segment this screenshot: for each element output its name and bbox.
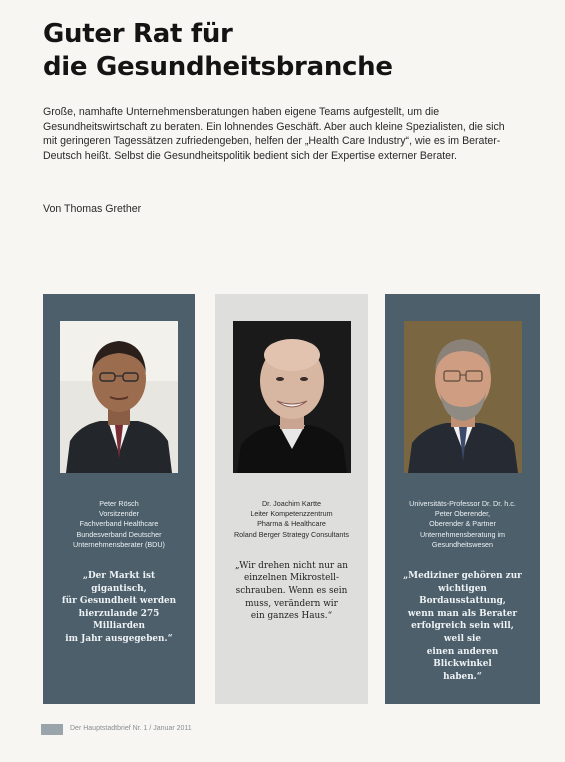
expert-quote-1 <box>59 570 179 646</box>
quote-line: muss, verändern wir <box>245 598 338 609</box>
page-footer: Der Hauptstadtbrief Nr. 1 / Januar 2011 <box>70 725 192 732</box>
title-line-2: die Gesundheitsbranche <box>43 52 393 82</box>
quote-line: ein ganzes Haus.“ <box>250 611 333 622</box>
expert-photo-3 <box>404 321 522 473</box>
quote-line: „Der Markt ist gigantisch, <box>82 571 156 594</box>
expert-panel-2 <box>215 294 368 704</box>
quote-line: wenn man als Berater <box>407 608 518 619</box>
quote-line: für Gesundheit werden <box>61 596 177 607</box>
expert-role-3 <box>401 499 524 550</box>
expert-quote-3 <box>401 570 524 683</box>
role-line: Peter Oberender, <box>434 509 491 519</box>
expert-panel-1 <box>43 294 195 704</box>
quote-line: schrauben. Wenn es sein <box>235 586 348 596</box>
quote-line: haben.“ <box>443 671 482 682</box>
quote-line: erfolgreich sein will, weil sie <box>411 621 514 644</box>
role-line: Fachverband Healthcare <box>79 519 159 529</box>
role-line: Unternehmensberatung im <box>419 529 506 539</box>
role-line: Bundesverband Deutscher <box>76 529 162 539</box>
expert-photo-2 <box>233 321 351 473</box>
role-line: Roland Berger Strategy Consultants <box>233 529 350 539</box>
role-line: Unternehmensberater (BDU) <box>73 539 165 549</box>
quote-line: im Jahr ausgegeben.“ <box>65 633 173 644</box>
quote-line: wichtigen Bordausstattung, <box>419 583 506 607</box>
role-line: Universitäts-Professor Dr. Dr. h.c. <box>409 499 516 508</box>
quote-line: „Mediziner gehören zur <box>403 571 522 582</box>
role-line: Vorsitzender <box>99 509 139 519</box>
role-line: Gesundheitswesen <box>431 539 494 549</box>
expert-role-2 <box>231 499 352 540</box>
portrait-image <box>404 321 522 473</box>
expert-panel-3 <box>385 294 540 704</box>
expert-quote-2 <box>231 560 352 623</box>
article-intro: Große, namhafte Unternehmensberatungen haben eigene Teams aufgestellt, um die Gesundheitswirtschaft zu beraten. Ein lohnendes Geschäft. Aber auch kleine Spezialisten, die sich mit geringeren Tagessätzen zufriedengeben, helfen der „Health Care Industry“, wie es im Berater-Deutsch heißt. Selbst die Gesundheitspolitik bedient sich der Expertise externer Berater. <box>43 106 505 162</box>
page-number-box <box>41 724 63 735</box>
portrait-image <box>60 321 178 473</box>
quote-line: hierzulande 275 Milliarden <box>78 608 160 632</box>
quote-line: „Wir drehen nicht nur an <box>235 560 348 571</box>
expert-role-1 <box>59 499 179 550</box>
role-line: Leiter Kompetenzzentrum <box>250 509 333 519</box>
title-line-1: Guter Rat für <box>43 19 233 49</box>
quote-line: einen anderen Blickwinkel <box>426 646 499 670</box>
role-line: Dr. Joachim Kartte <box>261 499 322 508</box>
article-title <box>43 18 523 84</box>
role-line: Pharma & Healthcare <box>257 519 326 529</box>
portrait-image <box>233 321 351 473</box>
role-line: Oberender & Partner <box>429 519 496 529</box>
expert-photo-1 <box>60 321 178 473</box>
article-author: Von Thomas Grether <box>43 203 142 215</box>
role-line: Peter Rösch <box>99 499 139 508</box>
quote-line: einzelnen Mikrostell- <box>243 573 340 584</box>
